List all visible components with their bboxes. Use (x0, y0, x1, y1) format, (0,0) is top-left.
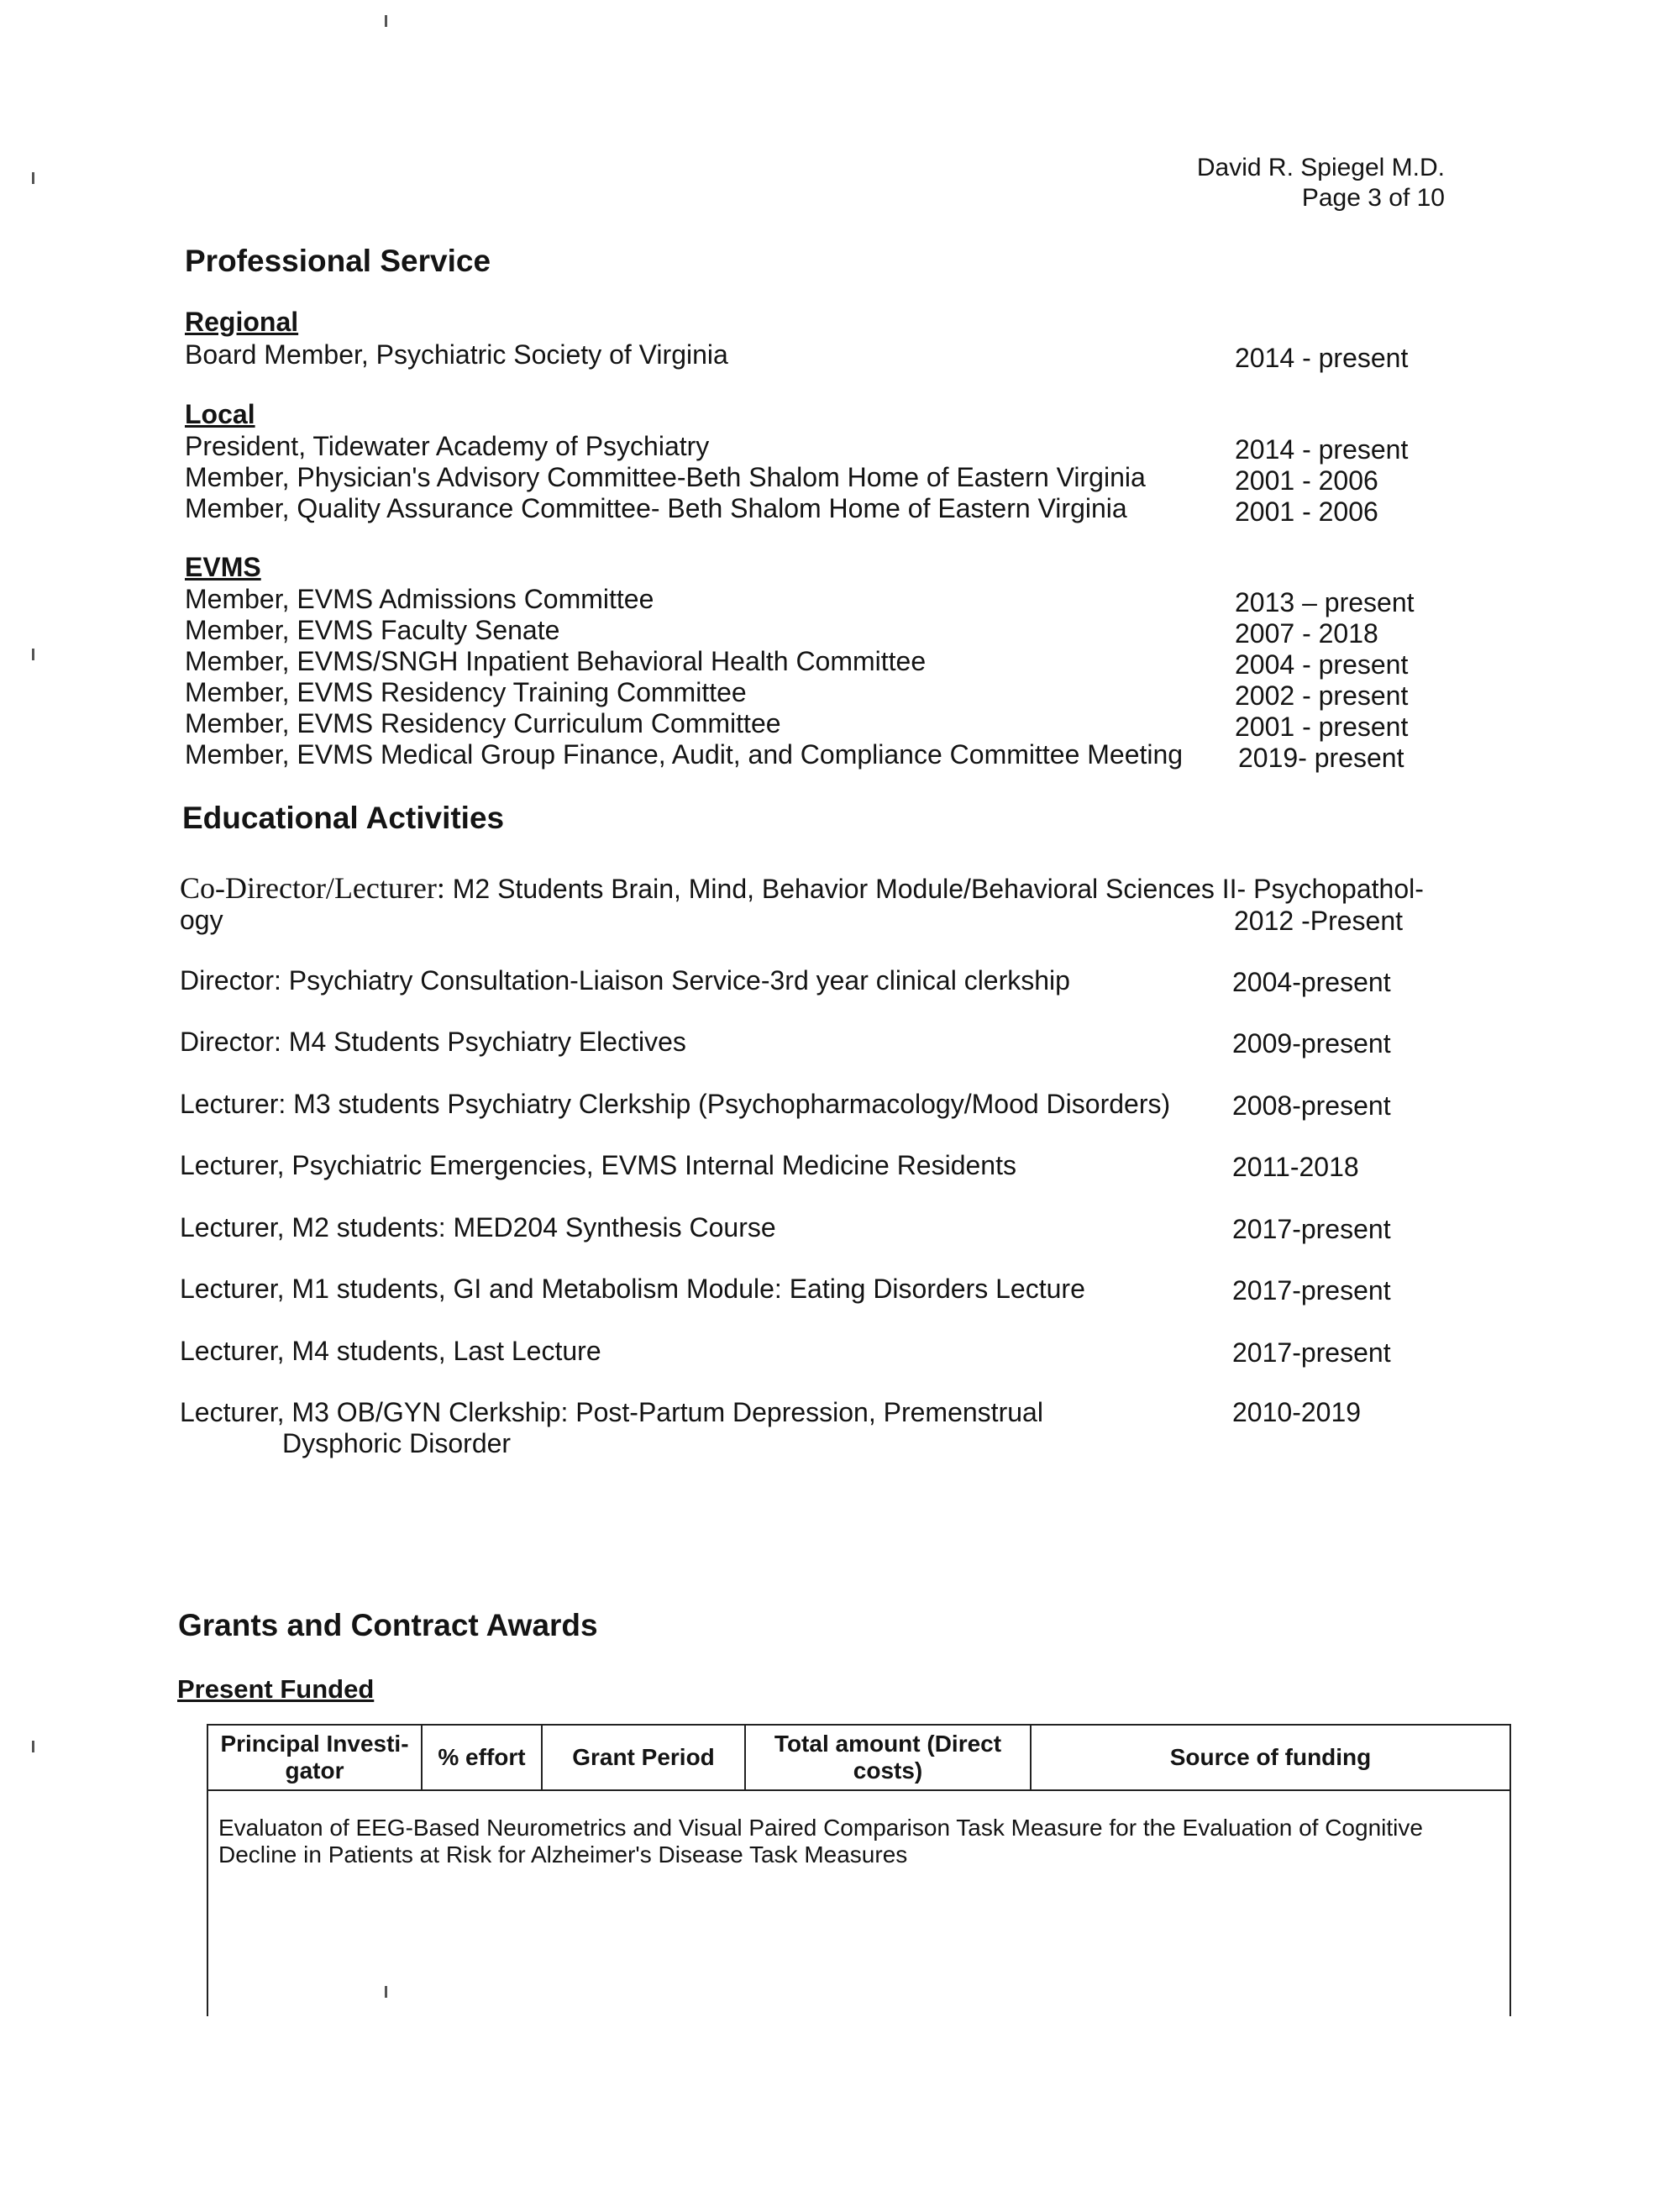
scan-speck (32, 172, 34, 184)
service-label: Board Member, Psychiatric Society of Virginia (185, 339, 728, 370)
activity-years: 2012 -Present (1234, 906, 1404, 936)
list-item (185, 584, 1445, 615)
activity-label: Lecturer, M2 students: MED204 Synthesis Course (180, 1212, 776, 1242)
list-item (180, 1027, 1440, 1058)
header-page-number: Page 3 of 10 (1301, 184, 1445, 212)
subheading-evms: EVMS (185, 552, 261, 582)
activity-label: Director: Psychiatry Consultation-Liaison Service-3rd year clinical clerkship (180, 965, 1070, 996)
activity-label-line2: ogy (180, 905, 223, 935)
list-item (180, 1089, 1440, 1120)
activity-years: 2017-present (1232, 1275, 1391, 1306)
list-item (180, 1150, 1440, 1181)
service-years: 2002 - present (1235, 680, 1409, 711)
activity-label-line2: Dysphoric Disorder (282, 1428, 512, 1458)
list-item (180, 1212, 1440, 1243)
list-item (185, 431, 1445, 465)
service-label: Member, EVMS Faculty Senate (185, 615, 560, 645)
list-item (180, 1274, 1440, 1305)
service-years: 2013 – present (1235, 587, 1415, 617)
column-header: % effort (422, 1725, 542, 1790)
section-title-educational-activities: Educational Activities (182, 801, 505, 835)
service-years: 2019- present (1238, 743, 1404, 773)
list-item (185, 493, 1445, 527)
column-header: Source of funding (1031, 1725, 1510, 1790)
list-item (180, 965, 1440, 996)
activity-years: 2009-present (1232, 1028, 1391, 1059)
service-label: Member, Physician's Advisory Committee-Beth Shalom Home of Eastern Virginia (185, 462, 1146, 492)
grants-table (207, 1724, 1511, 2016)
activity-years: 2011-2018 (1232, 1152, 1359, 1182)
service-years: 2014 - present (1235, 343, 1409, 373)
list-item (185, 339, 1445, 373)
service-label: President, Tidewater Academy of Psychiatry (185, 431, 710, 461)
service-years: 2001 - 2006 (1235, 465, 1378, 496)
subheading-local: Local (185, 399, 255, 429)
service-years: 2001 - 2006 (1235, 496, 1378, 527)
scan-speck (32, 649, 34, 660)
grant-description: Evaluaton of EEG-Based Neurometrics and Visual Paired Comparison Task Measure for the Evaluation of Cognitive Decline in Patients at Risk for Alzheimer's Disease Task Measures (207, 1790, 1510, 2016)
subheading-present-funded: Present Funded (177, 1674, 375, 1704)
activity-years: 2004-present (1232, 967, 1391, 997)
activity-years: 2008-present (1232, 1090, 1391, 1121)
list-item (185, 677, 1445, 711)
list-item (185, 462, 1445, 496)
column-header: Total amount (Direct costs) (745, 1725, 1031, 1790)
list-item (185, 646, 1445, 680)
list-item (180, 1397, 1440, 1464)
activity-label-line1: M2 Students Brain, Mind, Behavior Module/Behavioral Sciences II- Psychopathol- (444, 874, 1424, 904)
table-row (207, 1790, 1510, 2016)
service-label: Member, EVMS Residency Training Committee (185, 677, 747, 707)
section-title-grants: Grants and Contract Awards (178, 1608, 598, 1642)
activity-label: Lecturer, M1 students, GI and Metabolism Module: Eating Disorders Lecture (180, 1274, 1085, 1304)
service-label: Member, Quality Assurance Committee- Beth Shalom Home of Eastern Virginia (185, 493, 1127, 523)
list-item (180, 873, 1440, 940)
activity-years: 2010-2019 (1232, 1397, 1362, 1427)
service-label: Member, EVMS Medical Group Finance, Audit, and Compliance Committee Meeting (185, 739, 1184, 770)
service-label: Member, EVMS/SNGH Inpatient Behavioral Health Committee (185, 646, 927, 676)
service-label: Member, EVMS Residency Curriculum Committee (185, 708, 781, 738)
activity-label: Lecturer, Psychiatric Emergencies, EVMS Internal Medicine Residents (180, 1150, 1016, 1180)
section-title-professional-service: Professional Service (185, 244, 491, 278)
role-prefix: Co-Director/Lecturer: (180, 871, 445, 905)
activity-label: Director: M4 Students Psychiatry Electives (180, 1027, 686, 1057)
column-header: Principal Investi-gator (207, 1725, 422, 1790)
scan-speck (32, 1741, 34, 1752)
list-item (185, 739, 1445, 773)
service-label: Member, EVMS Admissions Committee (185, 584, 654, 614)
activity-label: Lecturer: M3 students Psychiatry Clerkship (Psychopharmacology/Mood Disorders) (180, 1089, 1171, 1119)
header-name: David R. Spiegel M.D. (1196, 154, 1445, 181)
service-years: 2014 - present (1235, 434, 1409, 465)
activity-label-line1: Lecturer, M3 OB/GYN Clerkship: Post-Partum Depression, Premenstrual (180, 1397, 1043, 1427)
list-item (180, 1336, 1440, 1367)
list-item (185, 615, 1445, 649)
service-years: 2001 - present (1235, 712, 1409, 742)
activity-label: Lecturer, M4 students, Last Lecture (180, 1336, 601, 1366)
list-item (185, 708, 1445, 742)
activity-years: 2017-present (1232, 1337, 1391, 1368)
table-header-row (207, 1725, 1510, 1790)
subheading-regional: Regional (185, 307, 299, 337)
activity-years: 2017-present (1232, 1214, 1391, 1244)
column-header: Grant Period (542, 1725, 745, 1790)
service-years: 2007 - 2018 (1235, 618, 1378, 649)
service-years: 2004 - present (1235, 649, 1409, 680)
scan-speck (385, 15, 387, 27)
